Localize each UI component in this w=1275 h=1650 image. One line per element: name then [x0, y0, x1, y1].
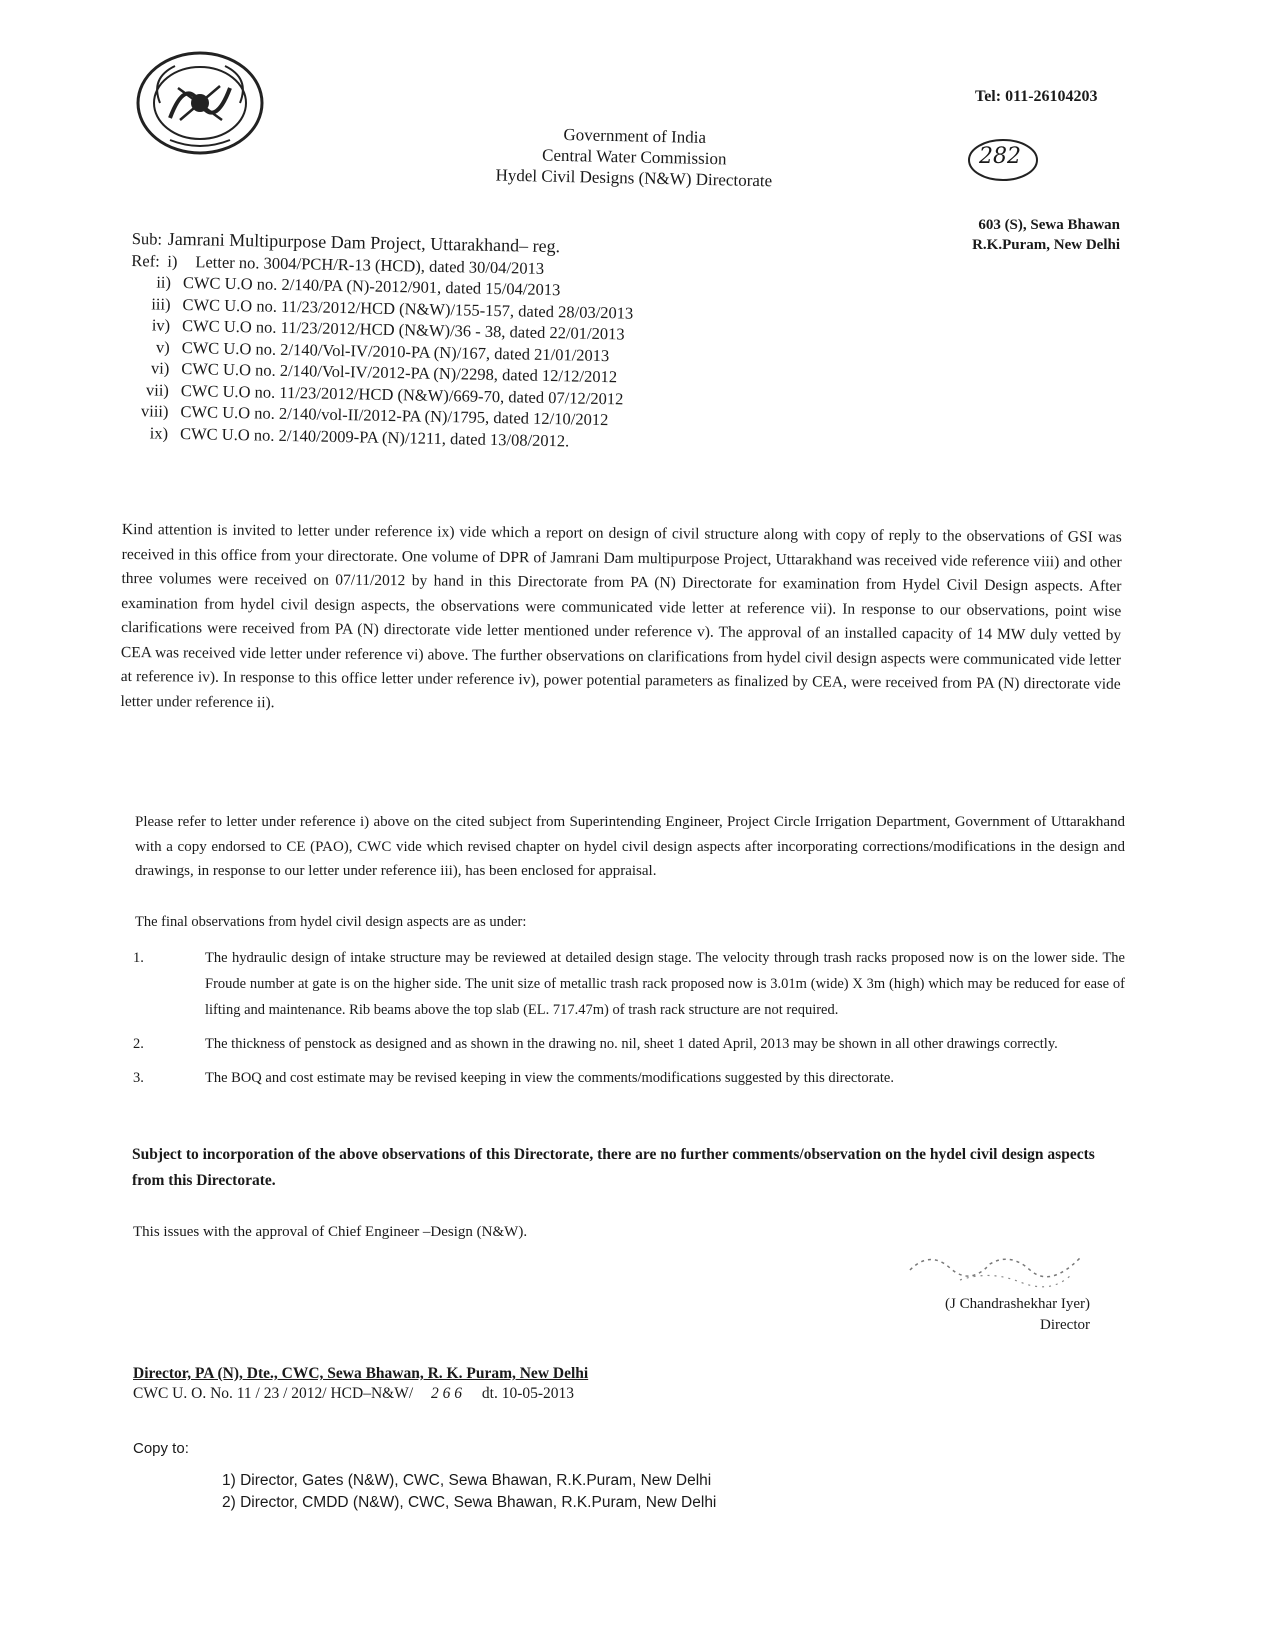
- addressee-line: Director, PA (N), Dte., CWC, Sewa Bhawan, R. K. Puram, New Delhi: [133, 1365, 589, 1382]
- government-emblem-icon: [130, 48, 270, 158]
- handwritten-uo-suffix: 2 6 6: [431, 1385, 463, 1402]
- copy-to-item: 2) Director, CMDD (N&W), CWC, Sewa Bhawan, R.K.Puram, New Delhi: [222, 1494, 717, 1511]
- reference-text: CWC U.O no. 2/140/vol-II/2012-PA (N)/1795, dated 12/10/2012: [180, 401, 609, 430]
- observation-item: [133, 945, 1125, 1023]
- subject-text: Jamrani Multipurpose Dam Project, Uttarakhand– reg.: [167, 228, 561, 257]
- observations-list: [133, 945, 1125, 1099]
- org-line-1: Government of India: [563, 124, 707, 147]
- observation-number: 3.: [133, 1070, 144, 1086]
- body-paragraph-1: Kind attention is invited to letter under reference ix) vide which a report on design of civil structure along with copy of reply to the observations of GSI was received in this office from your directorate. One volume of DPR of Jamrani Dam multipurpose Project, Uttarakhand was received vide reference viii) and other three volumes were received on 07/11/2012 by hand in this Directorate from PA (N) Directorate for examination from Hydel Civil Design aspects. After examination from hydel civil design aspects, the observations were communicated vide letter at reference vii). In response to our observations, point wise clarifications were received from PA (N) directorate vide letter mentioned under reference v). The approval of an installed capacity of 14 MW duly vetted by CEA was received vide letter under reference vi) above. The further observations on clarifications from hydel civil design aspects were communicated vide letter at reference iv). In response to this office letter under reference iv), power potential parameters as finalized by CEA, were received from PA (N) directorate vide letter under reference ii).: [120, 520, 1122, 711]
- reference-number: ii): [156, 272, 172, 292]
- address-line-1: 603 (S), Sewa Bhawan: [978, 217, 1120, 233]
- reference-label: Ref:: [131, 250, 160, 271]
- telephone-number: Tel: 011-26104203: [975, 88, 1098, 105]
- reference-number: i): [167, 251, 178, 271]
- conclusion-statement: Subject to incorporation of the above observations of this Directorate, there are no further comments/observation on the hydel civil design aspects from this Directorate.: [132, 1146, 1095, 1189]
- reference-number: ix): [149, 422, 169, 443]
- reference-text: CWC U.O no. 2/140/Vol-IV/2012-PA (N)/2298, dated 12/12/2012: [181, 358, 618, 387]
- signatory-block: [900, 1294, 1090, 1336]
- file-number-text: 282: [979, 144, 1021, 169]
- reference-text: CWC U.O no. 2/140/PA (N)-2012/901, dated 15/04/2013: [182, 272, 561, 300]
- uo-reference-line: [133, 1384, 588, 1404]
- letterhead: [469, 122, 800, 192]
- uo-number: CWC U. O. No. 11 / 23 / 2012/ HCD–N&W/: [133, 1385, 414, 1402]
- reference-text: CWC U.O no. 2/140/2009-PA (N)/1211, dated 13/08/2012.: [179, 423, 570, 450]
- reference-text: CWC U.O no. 11/23/2012/HCD (N&W)/155-157, dated 28/03/2013: [182, 294, 634, 323]
- subject-label: Sub:: [131, 228, 163, 249]
- observation-number: 2.: [133, 1036, 144, 1052]
- observations-intro: The final observations from hydel civil design aspects are as under:: [135, 914, 527, 930]
- reference-number: v): [155, 336, 170, 357]
- reference-text: CWC U.O no. 11/23/2012/HCD (N&W)/36 - 38, dated 22/01/2013: [181, 315, 625, 344]
- reference-text: CWC U.O no. 2/140/Vol-IV/2010-PA (N)/167, dated 21/01/2013: [181, 337, 610, 365]
- reference-text: CWC U.O no. 11/23/2012/HCD (N&W)/669-70, dated 07/12/2012: [180, 380, 624, 408]
- addressee-block: [133, 1364, 588, 1404]
- approval-note: This issues with the approval of Chief Engineer –Design (N&W).: [133, 1224, 528, 1240]
- observation-number: 1.: [133, 950, 144, 966]
- observation-item: [133, 1031, 1125, 1057]
- reference-number: vi): [150, 358, 170, 378]
- observation-text: The BOQ and cost estimate may be revised keeping in view the comments/modifications suggested by this directorate.: [205, 1070, 894, 1086]
- copy-to-item: 1) Director, Gates (N&W), CWC, Sewa Bhawan, R.K.Puram, New Delhi: [222, 1472, 712, 1489]
- address-line-2: R.K.Puram, New Delhi: [972, 237, 1120, 253]
- reference-number: viii): [140, 401, 169, 421]
- reference-number: iii): [151, 293, 171, 314]
- observation-item: [133, 1065, 1125, 1091]
- signatory-name: (J Chandrashekhar Iyer): [945, 1296, 1090, 1312]
- observation-text: The hydraulic design of intake structure may be reviewed at detailed design stage. The velocity through trash racks proposed now is on the lower side. The Froude number at gate is on the higher side. The unit size of metallic trash rack proposed now is 3.01m (wide) X 3m (high) which may be reduced for ease of lifting and maintenance. Rib beams above the top slab (EL. 717.47m) of trash rack structure are not required.: [205, 950, 1125, 1018]
- reference-number: vii): [145, 379, 170, 400]
- org-line-2: Central Water Commission: [541, 145, 727, 169]
- reference-number: iv): [151, 315, 171, 335]
- observation-text: The thickness of penstock as designed and as shown in the drawing no. nil, sheet 1 dated April, 2013 may be shown in all other drawings correctly.: [205, 1036, 1058, 1052]
- copy-to-label: Copy to:: [133, 1440, 189, 1457]
- uo-date: dt. 10-05-2013: [481, 1385, 575, 1402]
- subject-and-references: [128, 228, 782, 455]
- org-line-3: Hydel Civil Designs (N&W) Directorate: [495, 165, 773, 191]
- reference-text: Letter no. 3004/PCH/R-13 (HCD), dated 30/04/2013: [195, 251, 545, 278]
- body-paragraph-2: Please refer to letter under reference i) above on the cited subject from Superintending Engineer, Project Circle Irrigation Department, Government of Uttarakhand with a copy endorsed to CE (PAO), CWC vide which revised chapter on hydel civil design aspects after incorporating corrections/modifications in the design and drawings, in response to our letter under reference iii), has been enclosed for appraisal.: [135, 814, 1125, 879]
- signatory-designation: Director: [1040, 1317, 1090, 1333]
- office-address: [940, 215, 1120, 255]
- signature-icon: [900, 1240, 1100, 1290]
- copy-to-list: [222, 1470, 716, 1514]
